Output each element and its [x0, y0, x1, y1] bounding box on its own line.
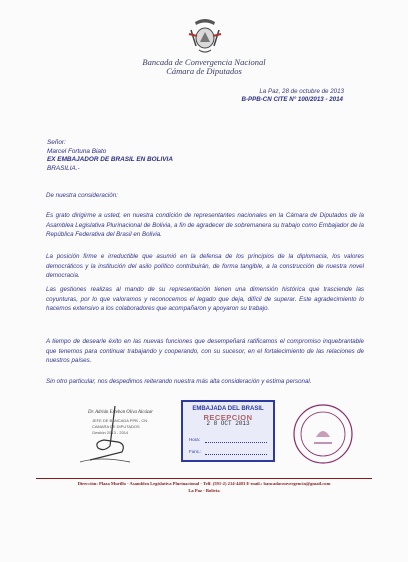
letter-date: La Paz, 28 de octubre de 2013	[259, 88, 344, 95]
paragraph-3: Las gestiones realizas al mando de su representación tienen una dimensión histórica que trasciende las coyunturas, por lo que valoramos y reconocemos el legado que deja, difícil de superar. Este agradecimiento lo hacemos extensivo a los colaboradores que acompañaron y apoyaron su trabajo.	[46, 286, 364, 313]
paragraph-4: A tiempo de desearle éxito en las nuevas funciones que desempeñará ratificamos el compromiso inquebrantable que tenemos para continuar trabajando y cooperando, con su sucesor, en el fortalecimiento de las relaciones de nuestros países.	[46, 338, 364, 365]
footer-address: Dirección: Plaza Murillo - Asamblea Legislativa Plurinacional - Telf. (591-2) 214-4403 E-mail.: bancadaconvergencia@gmail.com	[77, 481, 331, 486]
recipient-name: Marcel Fortuna Biato	[47, 148, 107, 155]
signatory-role: JEFE DE BANCADA PPB - CN	[92, 418, 148, 423]
bolivia-coat-of-arms-icon	[187, 16, 223, 56]
signatory-chamber: CAMARA DE DIPUTADOS	[92, 424, 140, 429]
stamp-line	[205, 442, 267, 443]
stamp-field-func: Func.:	[189, 449, 202, 454]
signatory-term: Gestión 2013 - 2014	[92, 430, 129, 435]
official-seal-icon	[292, 403, 354, 465]
stamp-field-time: Hora:	[189, 437, 201, 442]
signatory-name: Dr. Adrián Esteban Oliva Alcázar	[88, 410, 153, 415]
chamber-name: Cámara de Diputados	[166, 66, 242, 76]
recipient-city: BRASILIA.-	[47, 165, 80, 172]
stamp-title: EMBAJADA DEL BRASIL	[192, 406, 264, 412]
recipient-title: EX EMBAJADOR DE BRASIL EN BOLIVIA	[47, 156, 173, 163]
stamp-date: 2 8 OCT 2013	[206, 420, 250, 427]
greeting: De nuestra consideración:	[46, 192, 118, 199]
party-name: Bancada de Convergencia Nacional	[142, 57, 266, 67]
salutation: Señor:	[47, 139, 66, 146]
paragraph-1: Es grato dirigirme a usted, en nuestra condición de representantes nacionales en la Cámara de Diputados de la Asamblea Legislativa Plurinacional de Bolivia, a fin de agradecer de sobremanera su trabajo como Embajador de la República Federativa del Brasil en Bolivia.	[46, 212, 364, 239]
paragraph-2: La posición firme e irreductible que asumió en la defensa de los principios de la diplomacia, los valores democráticos y la institución del asilo político contribuirán, de forma tangible, a la construcción de nuestra novel democracia.	[46, 253, 364, 280]
footer-divider	[36, 478, 372, 479]
stamp-received: RECEPCION	[203, 413, 253, 422]
closing: Sin otro particular, nos despedimos reiterando nuestra más alta consideración y estima personal.	[46, 378, 312, 385]
reception-stamp	[181, 400, 275, 462]
cite-number: B-PPB-CN CITE N° 100/2013 - 2014	[241, 96, 343, 103]
footer-city: La Paz - Bolivia	[188, 488, 220, 493]
stamp-line	[205, 454, 267, 455]
